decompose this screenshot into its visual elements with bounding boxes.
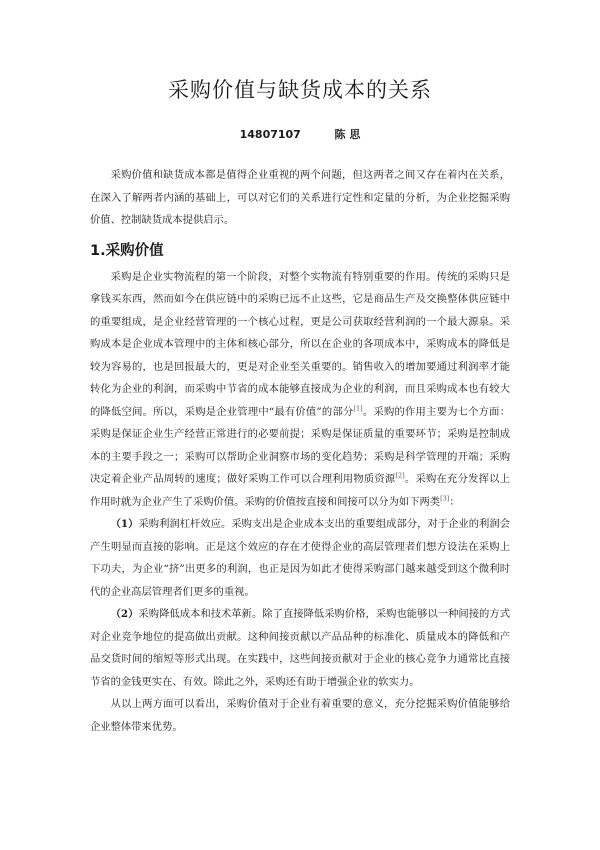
- list-item-2-number: （2）: [110, 608, 139, 620]
- citation-ref-1: [1]: [353, 404, 363, 413]
- body-text-1b: 。采购的作用主要为七个方面：采购是保证企业生产经营正常进行的必要前提；采购是保证质量的重要环节；采购是控制成本的主要手段之一；采购可以帮助企业洞察市场的变化趋势；采购是科学管理的开端；采购决定着企业产品周转的速度；做好采购工作可以合理利用物质资源: [90, 405, 510, 485]
- body-text-1a: 采购是企业实物流程的第一个阶段，对整个实物流有特别重要的作用。传统的采购只是拿钱买东西，然而如今在供应链中的采购已远不止这些，它是商品生产及交换整体供应链中的重要组成，是企业经营管理的一个核心过程，更是公司获取经营利润的一个最大源泉。采购成本是企业成本管理中的主体和核心部分，所以在企业的各项成本中，采购成本的降低是较为容易的，也是回报最大的，更是对企业至关重要的。销售收入的增加要通过利润率才能转化为企业的利润，而采购中节省的成本能够直接成为企业的利润，而且采购成本也有较大的降低空间。所以，采购是企业管理中“最有价值”的部分: [90, 270, 510, 418]
- list-item-2: [90, 603, 510, 693]
- citation-ref-2: [2]: [395, 471, 405, 480]
- list-item-1-number: （1）: [110, 518, 139, 530]
- author-name: 陈 思: [334, 128, 361, 141]
- author-line: [90, 126, 510, 142]
- list-item-1-text: 采购利润杠杆效应。采购支出是企业成本支出的重要组成部分，对于企业的利润会产生明显而直接的影响。正是这个效应的存在才使得企业的高层管理者们想方设法在采购上下功夫，为企业“挤”出更多的利润，也正是因为如此才使得采购部门越来越受到这个微利时代的企业高层管理者们更多的重视。: [90, 518, 511, 598]
- body-paragraph-1: [90, 266, 510, 514]
- paper-title: 采购价值与缺货成本的关系: [168, 78, 432, 102]
- student-id: 14807107: [239, 128, 301, 141]
- citation-ref-3: [3]: [440, 494, 450, 503]
- abstract-paragraph: 采购价值和缺货成本都是值得企业重视的两个问题，但这两者之间又存在着内在关系，在深入了解两者内涵的基础上，可以对它们的关系进行定性和定量的分析，为企业挖掘采购价值、控制缺货成本提供启示。: [90, 169, 510, 226]
- body-text-1c: 。采购在充分发挥以上作用时就为企业产生了采购价值。采购的价值按直接和间接可以分为如下两类: [90, 473, 510, 508]
- body-text-1d: ：: [449, 495, 460, 508]
- list-item-2-text: 采购降低成本和技术革新。除了直接降低采购价格，采购也能够以一种间接的方式对企业竞争地位的提高做出贡献。这种间接贡献以产品品种的标准化、质量成本的降低和产品交货时间的缩短等形式出现。在实践中，这些间接贡献对于企业的核心竞争力通常比直接节省的金钱更实在、有效。除此之外，采购还有助于增强企业的软实力。: [90, 608, 511, 688]
- list-item-1: [90, 513, 510, 603]
- conclusion-paragraph: 从以上两方面可以看出，采购价值对于企业有着重要的意义，充分挖掘采购价值能够给企业整体带来优势。: [90, 698, 510, 733]
- section-heading-procurement-value: 1.采购价值: [90, 242, 164, 259]
